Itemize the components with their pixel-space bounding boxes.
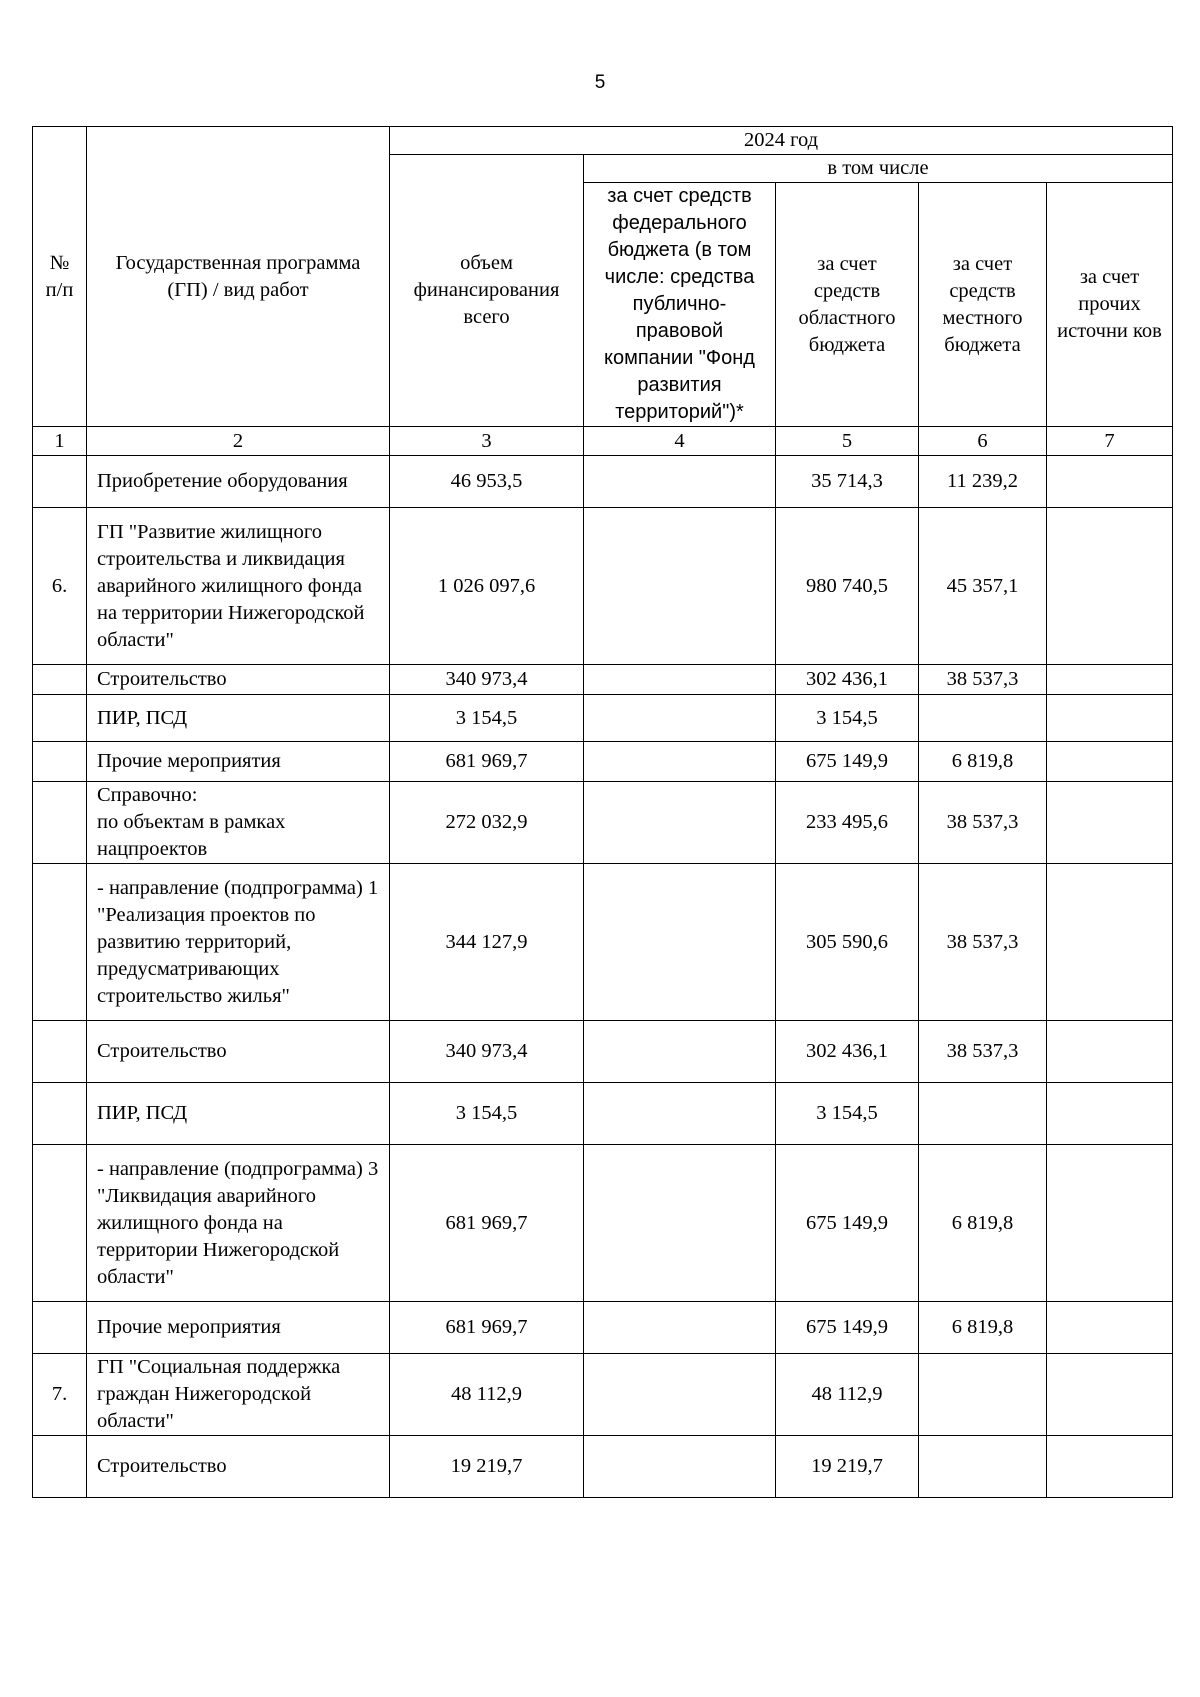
total-amount: 1 026 097,6 <box>390 508 584 665</box>
column-number: 2 <box>87 427 390 456</box>
column-number: 5 <box>776 427 919 456</box>
row-name: ГП "Социальная поддержка граждан Нижегородской области" <box>87 1354 390 1436</box>
row-number <box>33 1436 87 1498</box>
local-amount: 38 537,3 <box>919 864 1047 1021</box>
column-number: 7 <box>1047 427 1173 456</box>
local-amount <box>919 1354 1047 1436</box>
row-number: 6. <box>33 508 87 665</box>
federal-amount <box>584 665 776 695</box>
other-amount <box>1047 508 1173 665</box>
page-number: 5 <box>594 72 606 93</box>
column-number: 4 <box>584 427 776 456</box>
regional-amount: 35 714,3 <box>776 456 919 508</box>
local-amount <box>919 695 1047 742</box>
header-total: объем финансирования всего <box>390 155 584 427</box>
header-no: № п/п <box>33 127 87 427</box>
local-amount: 38 537,3 <box>919 782 1047 864</box>
federal-amount <box>584 1083 776 1145</box>
other-amount <box>1047 742 1173 782</box>
header-including: в том числе <box>584 155 1173 183</box>
row-name: Прочие мероприятия <box>87 742 390 782</box>
local-amount: 6 819,8 <box>919 742 1047 782</box>
table-row <box>33 1354 1173 1436</box>
row-name: ГП "Развитие жилищного строительства и ликвидация аварийного жилищного фонда на территории Нижегородской области" <box>87 508 390 665</box>
federal-amount <box>584 456 776 508</box>
row-name: ПИР, ПСД <box>87 695 390 742</box>
other-amount <box>1047 1145 1173 1302</box>
row-number: 7. <box>33 1354 87 1436</box>
column-number: 6 <box>919 427 1047 456</box>
row-number <box>33 1083 87 1145</box>
row-name: Справочно: по объектам в рамках нацпроектов <box>87 782 390 864</box>
row-name: Строительство <box>87 1021 390 1083</box>
row-name: Строительство <box>87 1436 390 1498</box>
table-row <box>33 782 1173 864</box>
header-local: за счет средств местного бюджета <box>919 183 1047 427</box>
header-other: за счет прочих источни ков <box>1047 183 1173 427</box>
local-amount <box>919 1083 1047 1145</box>
regional-amount: 675 149,9 <box>776 1302 919 1354</box>
row-number <box>33 665 87 695</box>
column-number: 1 <box>33 427 87 456</box>
financing-table <box>32 126 1173 1498</box>
other-amount <box>1047 1436 1173 1498</box>
federal-amount <box>584 782 776 864</box>
total-amount: 681 969,7 <box>390 1145 584 1302</box>
other-amount <box>1047 1021 1173 1083</box>
row-number <box>33 782 87 864</box>
row-number <box>33 695 87 742</box>
row-name: ПИР, ПСД <box>87 1083 390 1145</box>
row-number <box>33 864 87 1021</box>
table-row <box>33 1083 1173 1145</box>
row-number <box>33 1021 87 1083</box>
other-amount <box>1047 1083 1173 1145</box>
regional-amount: 675 149,9 <box>776 1145 919 1302</box>
header-program: Государственная программа (ГП) / вид работ <box>87 127 390 427</box>
total-amount: 340 973,4 <box>390 665 584 695</box>
row-number <box>33 1145 87 1302</box>
row-number <box>33 456 87 508</box>
federal-amount <box>584 742 776 782</box>
table-row <box>33 1145 1173 1302</box>
federal-amount <box>584 508 776 665</box>
regional-amount: 233 495,6 <box>776 782 919 864</box>
regional-amount: 48 112,9 <box>776 1354 919 1436</box>
regional-amount: 305 590,6 <box>776 864 919 1021</box>
row-name: Приобретение оборудования <box>87 456 390 508</box>
header-federal: за счет средств федерального бюджета (в том числе: средства публично-правовой компании "Фонд развития территорий")* <box>584 183 776 427</box>
table-row <box>33 1302 1173 1354</box>
other-amount <box>1047 864 1173 1021</box>
table-row <box>33 695 1173 742</box>
header-year: 2024 год <box>390 127 1173 155</box>
table-row <box>33 864 1173 1021</box>
total-amount: 48 112,9 <box>390 1354 584 1436</box>
federal-amount <box>584 1354 776 1436</box>
other-amount <box>1047 665 1173 695</box>
regional-amount: 302 436,1 <box>776 1021 919 1083</box>
row-name: Прочие мероприятия <box>87 1302 390 1354</box>
federal-amount <box>584 695 776 742</box>
row-number <box>33 742 87 782</box>
other-amount <box>1047 1354 1173 1436</box>
other-amount <box>1047 456 1173 508</box>
federal-amount <box>584 864 776 1021</box>
regional-amount: 19 219,7 <box>776 1436 919 1498</box>
table-row <box>33 508 1173 665</box>
other-amount <box>1047 1302 1173 1354</box>
table-row <box>33 1436 1173 1498</box>
row-name: - направление (подпрограмма) 1 "Реализация проектов по развитию территорий, предусматривающих строительство жилья" <box>87 864 390 1021</box>
other-amount <box>1047 782 1173 864</box>
column-numbers-row <box>33 427 1173 456</box>
local-amount: 38 537,3 <box>919 665 1047 695</box>
local-amount: 11 239,2 <box>919 456 1047 508</box>
local-amount: 38 537,3 <box>919 1021 1047 1083</box>
other-amount <box>1047 695 1173 742</box>
table-row <box>33 456 1173 508</box>
total-amount: 3 154,5 <box>390 1083 584 1145</box>
total-amount: 681 969,7 <box>390 1302 584 1354</box>
column-number: 3 <box>390 427 584 456</box>
total-amount: 340 973,4 <box>390 1021 584 1083</box>
federal-amount <box>584 1021 776 1083</box>
total-amount: 46 953,5 <box>390 456 584 508</box>
local-amount <box>919 1436 1047 1498</box>
table-row <box>33 1021 1173 1083</box>
local-amount: 45 357,1 <box>919 508 1047 665</box>
regional-amount: 3 154,5 <box>776 695 919 742</box>
total-amount: 272 032,9 <box>390 782 584 864</box>
row-name: - направление (подпрограмма) 3 "Ликвидация аварийного жилищного фонда на территории Нижегородской области" <box>87 1145 390 1302</box>
row-number <box>33 1302 87 1354</box>
row-name: Строительство <box>87 665 390 695</box>
total-amount: 681 969,7 <box>390 742 584 782</box>
regional-amount: 675 149,9 <box>776 742 919 782</box>
table-row <box>33 742 1173 782</box>
total-amount: 344 127,9 <box>390 864 584 1021</box>
local-amount: 6 819,8 <box>919 1302 1047 1354</box>
federal-amount <box>584 1145 776 1302</box>
federal-amount <box>584 1436 776 1498</box>
table-row <box>33 665 1173 695</box>
regional-amount: 3 154,5 <box>776 1083 919 1145</box>
federal-amount <box>584 1302 776 1354</box>
local-amount: 6 819,8 <box>919 1145 1047 1302</box>
header-regional: за счет средств областного бюджета <box>776 183 919 427</box>
regional-amount: 302 436,1 <box>776 665 919 695</box>
total-amount: 3 154,5 <box>390 695 584 742</box>
regional-amount: 980 740,5 <box>776 508 919 665</box>
total-amount: 19 219,7 <box>390 1436 584 1498</box>
